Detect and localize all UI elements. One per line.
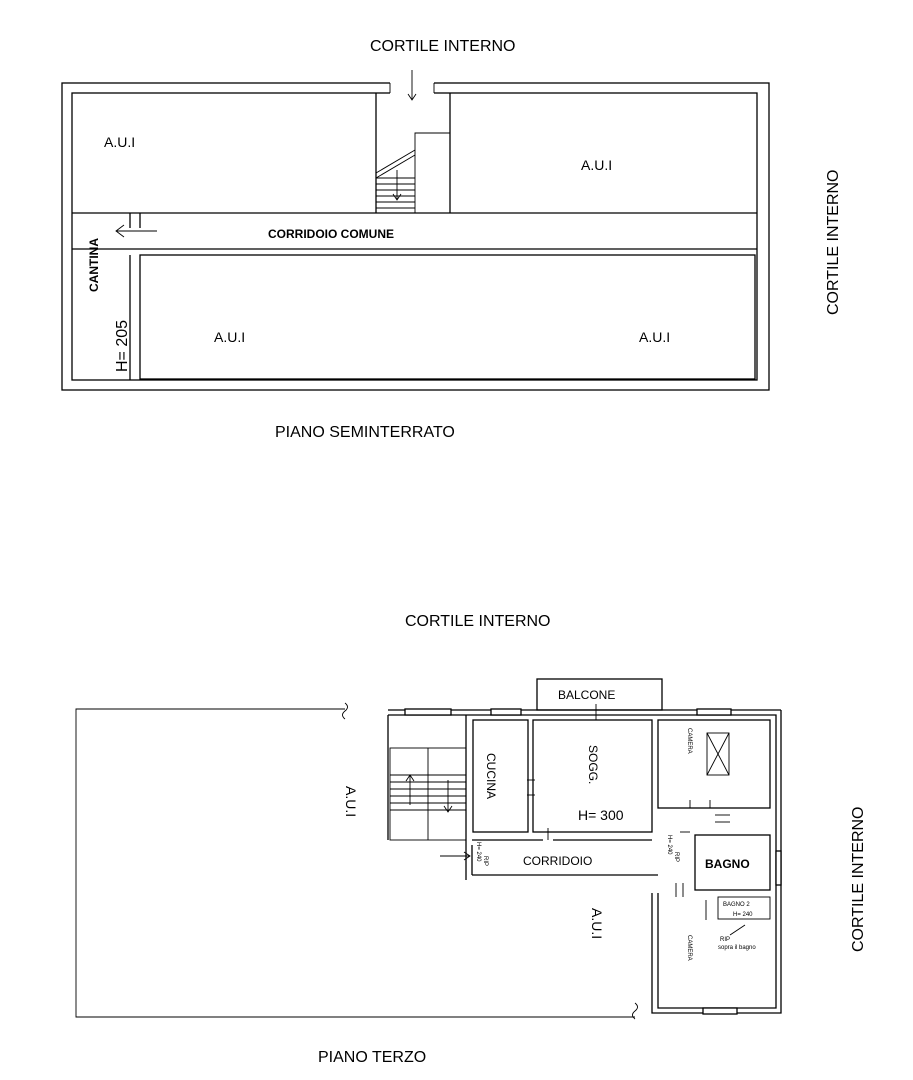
basement-cellar-height: H= 205 [114,319,131,372]
third-floor-plan-title: PIANO TERZO [318,1049,427,1066]
third-floor-top-courtyard-label: CORTILE INTERNO [405,613,551,630]
basement-aui-top-right: A.U.I [581,157,613,173]
corridor-arrow-icon [116,225,157,237]
rip-above-bath-label: RIP [720,937,731,943]
basement-aui-bottom-left: A.U.I [214,329,246,345]
third-floor-aui-lower: A.U.I [589,908,605,940]
wardrobe-icon [707,733,729,775]
corridor-left-rip: RIP [482,856,488,867]
kitchen-label: CUCINA [484,753,498,800]
entrance-arrow-icon [390,70,434,100]
bedroom-bottom-label: CAMERA [686,935,692,961]
basement-plan [62,38,842,441]
bedroom-top-label: CAMERA [686,728,692,754]
basement-side-courtyard-label: CORTILE INTERNO [825,169,842,315]
corridor-right-rip: RIP [673,852,679,863]
third-floor-side-courtyard-label: CORTILE INTERNO [850,806,867,952]
stair-up-arrow-icon [406,775,414,805]
third-floor-plan [76,613,867,1066]
bathroom2-label: BAGNO 2 [723,902,750,908]
basement-plan-title: PIANO SEMINTERRATO [275,424,455,441]
corridor-right-height: H= 240 [666,835,672,855]
corridor-label: CORRIDOIO [523,854,593,868]
basement-aui-bottom-right: A.U.I [639,329,671,345]
balcony-label: BALCONE [558,688,616,702]
basement-cellar-label: CANTINA [87,238,101,292]
basement-aui-top-left: A.U.I [104,134,136,150]
rip-above-bath-note: sopra il bagno [718,945,756,951]
basement-top-courtyard-label: CORTILE INTERNO [370,38,516,55]
corridor-left-height: H= 240 [475,842,481,862]
living-room-label: SOGG. [586,745,600,785]
stair-treads [376,178,415,208]
bathroom2-height: H= 240 [733,912,753,918]
entry-arrow-icon [440,852,470,860]
bathroom-label: BAGNO [705,857,750,871]
living-room-height: H= 300 [578,807,624,823]
third-floor-aui-upper: A.U.I [343,786,359,818]
stair-arrow-icon [393,170,401,200]
basement-corridor-label: CORRIDOIO COMUNE [268,227,394,241]
